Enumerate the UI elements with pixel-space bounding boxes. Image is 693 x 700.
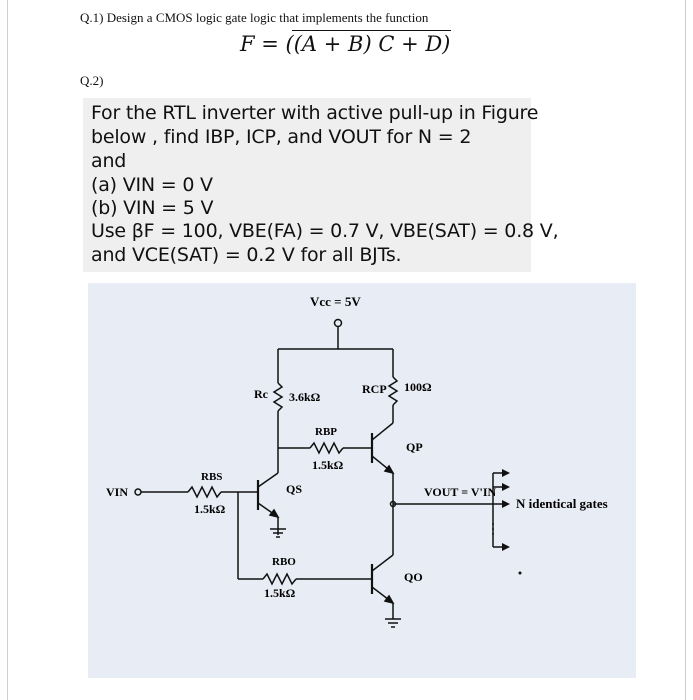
- question2-label: Q.2): [80, 73, 104, 88]
- rtl-inverter-circuit: [88, 283, 636, 678]
- rbp-value: 1.5kΩ: [312, 458, 344, 472]
- vin-terminal: [135, 489, 141, 495]
- circuit-schematic: [88, 283, 636, 678]
- problem-line: Use βF = 100, VBE(FA) = 0.7 V, VBE(SAT) = 0.8 V,: [91, 220, 559, 242]
- problem-statement: [83, 98, 559, 272]
- rcp-resistor: [389, 377, 397, 405]
- qs-label: QS: [286, 482, 303, 496]
- vcc-label: Vcc = 5V: [310, 294, 361, 309]
- formula-rhs: ((A + B) C + D): [285, 32, 451, 56]
- rbs-value: 1.5kΩ: [194, 502, 226, 516]
- boolean-formula: [240, 32, 450, 56]
- rc-label: Rc: [254, 387, 268, 401]
- problem-line: below , find IBP, ICP, and VOUT for N = 2: [91, 126, 472, 148]
- qp-label: QP: [406, 440, 423, 454]
- rc-value: 3.6kΩ: [289, 390, 321, 404]
- question1-label: Q.1) Design a CMOS logic gate logic that implements the function: [80, 10, 429, 25]
- problem-line: (a) VIN = 0 V: [91, 174, 213, 196]
- qo-label: QO: [404, 570, 423, 584]
- rbo-value: 1.5kΩ: [264, 586, 296, 600]
- vcc-terminal: [335, 320, 342, 327]
- rbp-label: RBP: [315, 426, 337, 438]
- problem-line: and: [91, 150, 127, 172]
- rcp-value: 100Ω: [404, 380, 432, 394]
- rbo-label: RBO: [272, 556, 296, 568]
- formula-lhs: F =: [240, 32, 279, 56]
- vout-label: VOUT = V'IN: [424, 485, 497, 499]
- fanout-label: N identical gates: [516, 496, 608, 511]
- complement-overbar: [292, 30, 451, 31]
- rbo-resistor: [263, 574, 296, 584]
- rbs-resistor: [188, 487, 221, 497]
- rc-resistor: [274, 383, 282, 411]
- problem-line: (b) VIN = 5 V: [91, 197, 214, 219]
- problem-line: For the RTL inverter with active pull-up in Figure: [91, 102, 539, 124]
- rcp-label: RCP: [362, 382, 387, 396]
- vin-label: VIN: [106, 485, 129, 499]
- problem-line: and VCE(SAT) = 0.2 V for all BJTs.: [91, 244, 402, 266]
- rbp-resistor: [310, 443, 343, 453]
- rbs-label: RBS: [201, 471, 223, 483]
